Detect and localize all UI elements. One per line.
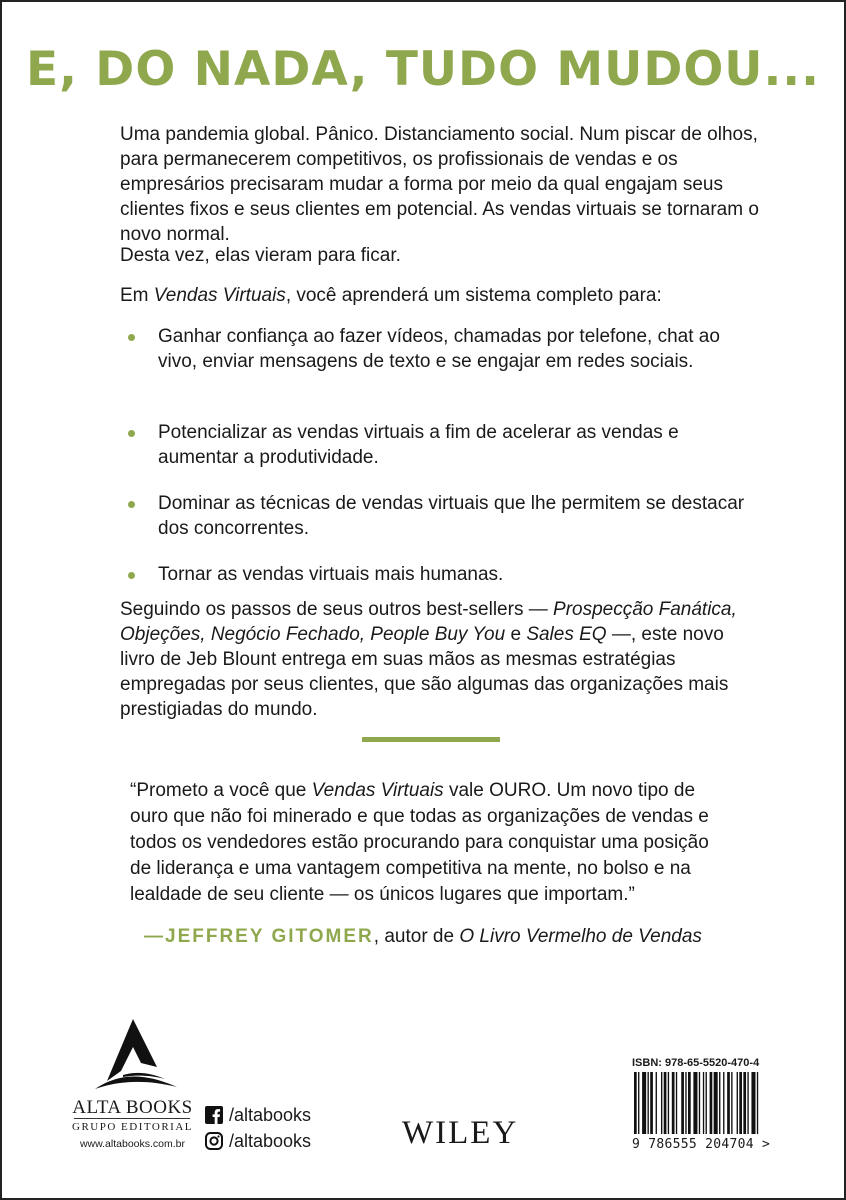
section-divider (362, 737, 500, 742)
benefit-list (128, 324, 748, 587)
facebook-text: /altabooks (229, 1105, 312, 1125)
bullet-dot-icon (128, 334, 135, 341)
headline: E, DO NADA, TUDO MUDOU... (25, 42, 821, 97)
attribution-role: , autor de (373, 926, 460, 947)
after-p1: Seguindo os passos de seus outros best-sellers — (120, 599, 554, 620)
after-title-sales-eq: Sales EQ (526, 624, 607, 645)
list-item-text: Ganhar confiança ao fazer vídeos, chamadas por telefone, chat ao vivo, enviar mensagens de texto e se engajar em redes sociais. (158, 326, 720, 372)
barcode-bar (703, 1072, 704, 1134)
list-item (128, 562, 748, 587)
barcode-bar (693, 1072, 697, 1134)
barcode-bar (727, 1072, 730, 1134)
barcode-bar (723, 1072, 724, 1134)
barcode-bar (668, 1072, 669, 1134)
testimonial-quote (130, 778, 730, 908)
barcode-bar (747, 1072, 748, 1134)
barcode-bar (672, 1072, 675, 1134)
barcode-bar (710, 1072, 713, 1134)
barcode-bar (757, 1072, 758, 1134)
barcode-bar (699, 1072, 700, 1134)
isbn-barcode (632, 1072, 807, 1136)
barcode-bar (751, 1072, 755, 1134)
stay-text: Desta vez, elas vieram para ficar. (120, 245, 401, 266)
instagram-text: /altabooks (229, 1131, 312, 1151)
alta-books-sail-logo-icon (85, 1017, 181, 1091)
barcode-bar (739, 1072, 742, 1134)
list-item (128, 420, 748, 470)
barcode-bar (664, 1072, 667, 1134)
quote-book-title: Vendas Virtuais (311, 780, 444, 801)
barcode-bar (661, 1072, 662, 1134)
lead-paragraph (120, 283, 760, 308)
facebook-icon (205, 1106, 223, 1124)
barcode-bar (638, 1072, 639, 1134)
bestsellers-paragraph (120, 597, 760, 722)
intro-text: Uma pandemia global. Pânico. Distanciamento social. Num piscar de olhos, para permanecerem competitivos, os profissionais de vendas e os empresários precisaram mudar a forma por meio da qual engajam seus clientes fixos e seus clientes em potencial. As vendas virtuais se tornaram o novo normal. (120, 124, 759, 245)
lead-before: Em (120, 285, 154, 306)
after-titles: Prospecção Fanática, Objeções, Negócio Fechado, People Buy You (120, 599, 737, 645)
barcode-bar (743, 1072, 746, 1134)
intro-paragraph (120, 122, 760, 247)
bullet-dot-icon (128, 430, 135, 437)
list-item-text: Dominar as técnicas de vendas virtuais que lhe permitem se destacar dos concorrentes. (158, 493, 745, 539)
barcode-bar (706, 1072, 707, 1134)
barcode-bar (656, 1072, 657, 1134)
instagram-icon (205, 1132, 223, 1150)
barcode-bar (642, 1072, 646, 1134)
isbn-label: ISBN: 978-65-5520-470-4 (632, 1057, 760, 1069)
lead-after: , você aprenderá um sistema completo para: (285, 285, 662, 306)
barcode-bar (676, 1072, 677, 1134)
barcode-bar (714, 1072, 718, 1134)
publisher-rule (74, 1118, 190, 1119)
barcode-bar (731, 1072, 732, 1134)
after-p3: —, este novo livro de Jeb Blount entrega em suas mãos as mesmas estratégias empregadas por seus clientes, que são algumas das organizações mais prestigiadas do mundo. (120, 624, 729, 720)
list-item (128, 491, 748, 541)
after-p2: e (505, 624, 527, 645)
lead-book-title: Vendas Virtuais (153, 285, 286, 306)
barcode-bar (688, 1072, 691, 1134)
attribution-name: JEFFREY GITOMER (165, 926, 374, 947)
barcode-bar (648, 1072, 649, 1134)
barcode-bar (719, 1072, 720, 1134)
bullet-dot-icon (128, 572, 135, 579)
barcode-bar (634, 1072, 637, 1134)
list-item-text: Potencializar as vendas virtuais a fim de acelerar as vendas e aumentar a produtividade. (158, 422, 679, 468)
alta-books-logo (70, 1017, 195, 1091)
list-item (128, 324, 748, 399)
publisher-name: ALTA BOOKS (72, 1097, 193, 1118)
quote-rest: vale OURO. Um novo tipo de ouro que não foi minerado e que todas as organizações de vendas e todos os vendedores estão procurando para conquistar uma posição de liderança e uma vantagem competitiva na mente, no bolso e na lealdade de seu cliente — os únicos lugares que importam.” (130, 780, 709, 905)
stay-paragraph (120, 243, 760, 268)
attribution-dash: — (144, 926, 165, 947)
barcode-bar (737, 1072, 738, 1134)
instagram-handle (205, 1131, 311, 1152)
barcode-bar (681, 1072, 684, 1134)
barcode-bar (650, 1072, 653, 1134)
facebook-handle (205, 1105, 311, 1126)
attribution-book: O Livro Vermelho de Vendas (459, 926, 702, 947)
publisher-subtitle: GRUPO EDITORIAL (72, 1121, 193, 1133)
list-item-text: Tornar as vendas virtuais mais humanas. (158, 564, 504, 585)
wiley-logo: WILEY (402, 1115, 519, 1151)
barcode-digits: 9 786555 204704 > (632, 1137, 771, 1152)
bullet-dot-icon (128, 501, 135, 508)
publisher-url: www.altabooks.com.br (79, 1138, 186, 1150)
quote-attribution (144, 926, 702, 948)
quote-start: “Prometo a você que (130, 780, 312, 801)
barcode-bar (685, 1072, 686, 1134)
